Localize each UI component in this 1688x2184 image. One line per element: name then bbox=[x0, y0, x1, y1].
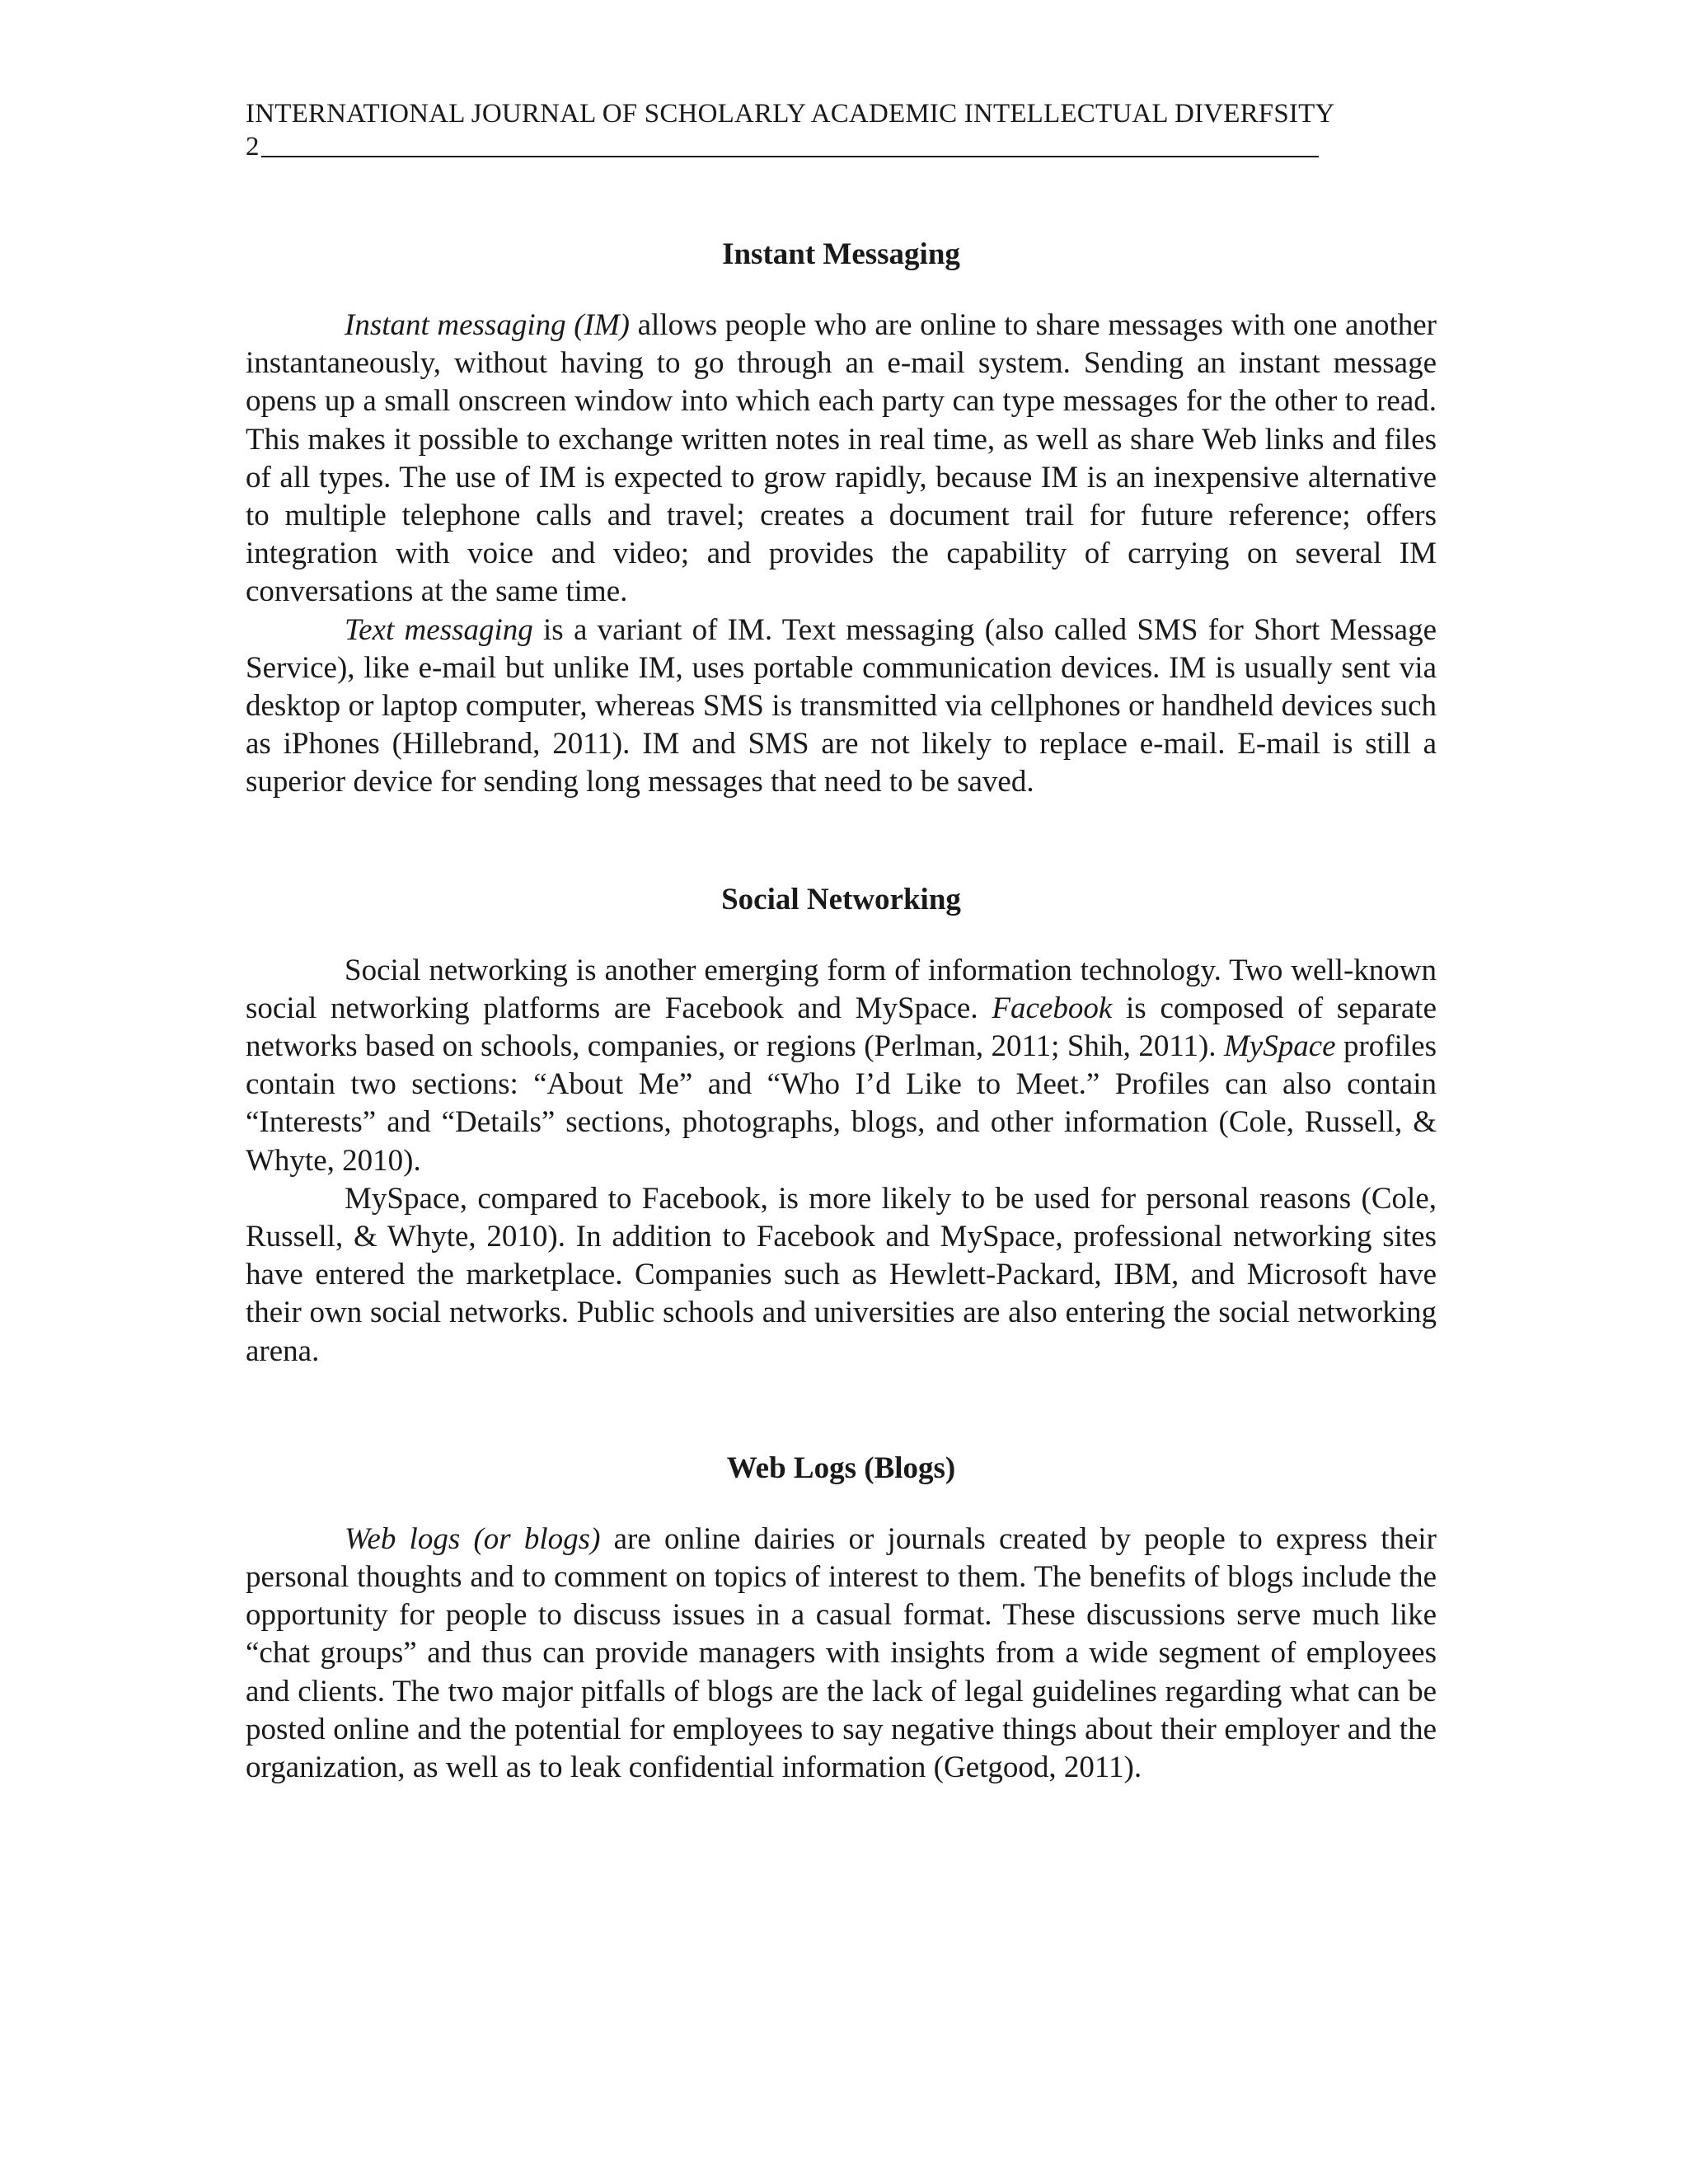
term-italic: Facebook bbox=[992, 991, 1113, 1025]
document-page bbox=[246, 97, 1437, 1787]
paragraph bbox=[246, 612, 1437, 802]
page-number-line bbox=[246, 130, 1319, 163]
header-rule bbox=[261, 156, 1320, 157]
paragraph-text: allows people who are online to share messages with one another instantaneously, without having to go through an e-mail system. Sending an instant message opens up a small onscreen window into which each party can type messages for the other to read. This makes it possible to exchange written notes in real time, as well as share Web links and files of all types. The use of IM is expected to grow rapidly, because IM is an inexpensive alternative to multiple telephone calls and travel; creates a document trail for future reference; offers integration with voice and video; and provides the capability of carrying on several IM conversations at the same time. bbox=[246, 308, 1437, 609]
term-italic: Web logs (or blogs) bbox=[345, 1521, 601, 1556]
journal-title: INTERNATIONAL JOURNAL OF SCHOLARLY ACADEMIC INTELLECTUAL DIVERFSITY bbox=[246, 99, 1335, 129]
section-web-logs bbox=[246, 1450, 1437, 1787]
paragraph-text: profiles contain two sections: “About Me” and “Who I’d Like to Meet.” Profiles can also contain “Interests” and “Details” sections, photographs, blogs, and other information (Cole, Russell, & Whyte, 2010). bbox=[246, 1029, 1437, 1178]
section-heading: Instant Messaging bbox=[722, 237, 960, 271]
paragraph bbox=[246, 1521, 1437, 1787]
paragraph-text: is a variant of IM. Text messaging (also called SMS for Short Message Service), like e-mail but unlike IM, uses portable communication devices. IM is usually sent via desktop or laptop computer, whereas SMS is transmitted via cellphones or handheld devices such as iPhones (Hillebrand, 2011). IM and SMS are not likely to replace e-mail. E-mail is still a superior device for sending long messages that need to be saved. bbox=[246, 612, 1437, 799]
paragraph bbox=[246, 1180, 1437, 1371]
section-heading: Social Networking bbox=[721, 882, 961, 916]
paragraph bbox=[246, 307, 1437, 612]
paragraph-text: are online dairies or journals created by people to express their personal thoughts and to comment on topics of interest to them. The benefits of blogs include the opportunity for people to discuss issues in a casual format. These discussions serve much like “chat groups” and thus can provide managers with insights from a wide segment of employees and clients. The two major pitfalls of blogs are the lack of legal guidelines regarding what can be posted online and the potential for employees to say negative things about their employer and the organization, as well as to leak confidential information (Getgood, 2011). bbox=[246, 1521, 1437, 1785]
term-italic: Text messaging bbox=[345, 612, 533, 647]
section-heading: Web Logs (Blogs) bbox=[726, 1451, 956, 1485]
section-instant-messaging bbox=[246, 236, 1437, 802]
paragraph-text: Social networking is another emerging form of information technology. Two well-known social networking platforms are Facebook and MySpace. bbox=[246, 953, 1437, 1025]
term-italic: MySpace bbox=[1223, 1029, 1336, 1064]
paragraph bbox=[246, 952, 1437, 1180]
term-italic: Instant messaging (IM) bbox=[345, 308, 630, 342]
paragraph-text: is composed of separate networks based on schools, companies, or regions (Perlman, 2011; Shih, 2011). bbox=[246, 991, 1437, 1064]
section-social-networking bbox=[246, 881, 1437, 1371]
paragraph-text: MySpace, compared to Facebook, is more likely to be used for personal reasons (Cole, Russell, & Whyte, 2010). In addition to Facebook and MySpace, professional networking sites have entered the marketplace. Companies such as Hewlett-Packard, IBM, and Microsoft have their own social networks. Public schools and universities are also entering the social networking arena. bbox=[246, 1181, 1437, 1368]
page-number: 2 bbox=[246, 132, 260, 162]
